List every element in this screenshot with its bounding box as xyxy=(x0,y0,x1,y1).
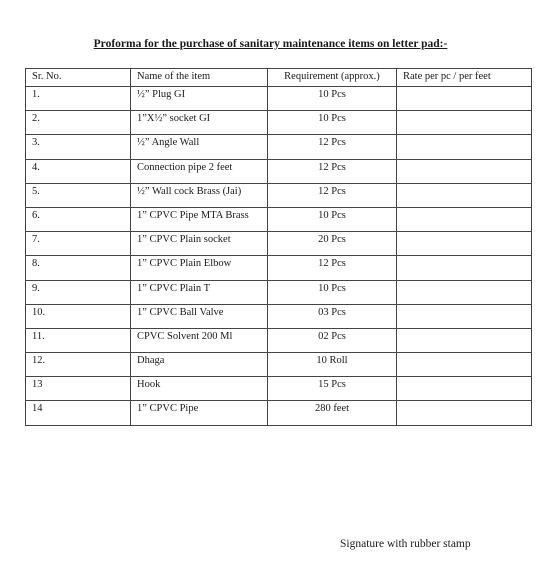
cell-sr-no: 13 xyxy=(26,377,131,401)
cell-requirement: 12 Pcs xyxy=(268,183,397,207)
items-table xyxy=(25,68,532,426)
cell-sr-no: 6. xyxy=(26,207,131,231)
table-row xyxy=(26,207,532,231)
page-title: Proforma for the purchase of sanitary maintenance items on letter pad:- xyxy=(93,38,448,50)
cell-rate xyxy=(397,135,532,159)
cell-rate xyxy=(397,304,532,328)
cell-item-name: Dhaga xyxy=(131,353,268,377)
cell-sr-no: 9. xyxy=(26,280,131,304)
table-row xyxy=(26,401,532,425)
cell-requirement: 02 Pcs xyxy=(268,328,397,352)
table-row xyxy=(26,87,532,111)
cell-requirement: 10 Roll xyxy=(268,353,397,377)
table-row xyxy=(26,232,532,256)
cell-requirement: 280 feet xyxy=(268,401,397,425)
table-row xyxy=(26,256,532,280)
cell-item-name: 1”X½” socket GI xyxy=(131,111,268,135)
cell-rate xyxy=(397,280,532,304)
table-row xyxy=(26,183,532,207)
cell-sr-no: 5. xyxy=(26,183,131,207)
cell-requirement: 12 Pcs xyxy=(268,135,397,159)
cell-item-name: Connection pipe 2 feet xyxy=(131,159,268,183)
header-requirement: Requirement (approx.) xyxy=(268,69,397,87)
cell-item-name: ½” Plug GI xyxy=(131,87,268,111)
cell-sr-no: 12. xyxy=(26,353,131,377)
cell-item-name: ½” Angle Wall xyxy=(131,135,268,159)
cell-item-name: Hook xyxy=(131,377,268,401)
cell-sr-no: 10. xyxy=(26,304,131,328)
table-row xyxy=(26,135,532,159)
header-item-name: Name of the item xyxy=(131,69,268,87)
signature-label: Signature with rubber stamp xyxy=(340,538,471,550)
cell-requirement: 12 Pcs xyxy=(268,256,397,280)
cell-rate xyxy=(397,256,532,280)
table-row xyxy=(26,328,532,352)
cell-rate xyxy=(397,183,532,207)
cell-requirement: 10 Pcs xyxy=(268,207,397,231)
cell-item-name: 1” CPVC Plain Elbow xyxy=(131,256,268,280)
cell-requirement: 03 Pcs xyxy=(268,304,397,328)
table-row xyxy=(26,353,532,377)
cell-rate xyxy=(397,328,532,352)
cell-requirement: 10 Pcs xyxy=(268,111,397,135)
cell-sr-no: 7. xyxy=(26,232,131,256)
cell-rate xyxy=(397,377,532,401)
cell-requirement: 15 Pcs xyxy=(268,377,397,401)
cell-sr-no: 8. xyxy=(26,256,131,280)
table-row xyxy=(26,304,532,328)
table-row xyxy=(26,159,532,183)
cell-requirement: 10 Pcs xyxy=(268,87,397,111)
cell-rate xyxy=(397,401,532,425)
cell-rate xyxy=(397,87,532,111)
cell-rate xyxy=(397,207,532,231)
cell-item-name: 1” CPVC Pipe xyxy=(131,401,268,425)
cell-requirement: 12 Pcs xyxy=(268,159,397,183)
cell-item-name: ½” Wall cock Brass (Jai) xyxy=(131,183,268,207)
table-row xyxy=(26,377,532,401)
cell-sr-no: 1. xyxy=(26,87,131,111)
cell-sr-no: 4. xyxy=(26,159,131,183)
cell-sr-no: 14 xyxy=(26,401,131,425)
cell-requirement: 20 Pcs xyxy=(268,232,397,256)
cell-rate xyxy=(397,111,532,135)
cell-rate xyxy=(397,159,532,183)
table-header-row xyxy=(26,69,532,87)
cell-item-name: 1” CPVC Plain T xyxy=(131,280,268,304)
cell-item-name: 1” CPVC Pipe MTA Brass xyxy=(131,207,268,231)
header-rate: Rate per pc / per feet xyxy=(397,69,532,87)
cell-item-name: 1” CPVC Plain socket xyxy=(131,232,268,256)
cell-sr-no: 11. xyxy=(26,328,131,352)
table-row xyxy=(26,280,532,304)
cell-item-name: CPVC Solvent 200 Ml xyxy=(131,328,268,352)
header-sr-no: Sr. No. xyxy=(26,69,131,87)
cell-requirement: 10 Pcs xyxy=(268,280,397,304)
cell-sr-no: 3. xyxy=(26,135,131,159)
cell-rate xyxy=(397,232,532,256)
cell-item-name: 1” CPVC Ball Valve xyxy=(131,304,268,328)
cell-rate xyxy=(397,353,532,377)
table-row xyxy=(26,111,532,135)
cell-sr-no: 2. xyxy=(26,111,131,135)
